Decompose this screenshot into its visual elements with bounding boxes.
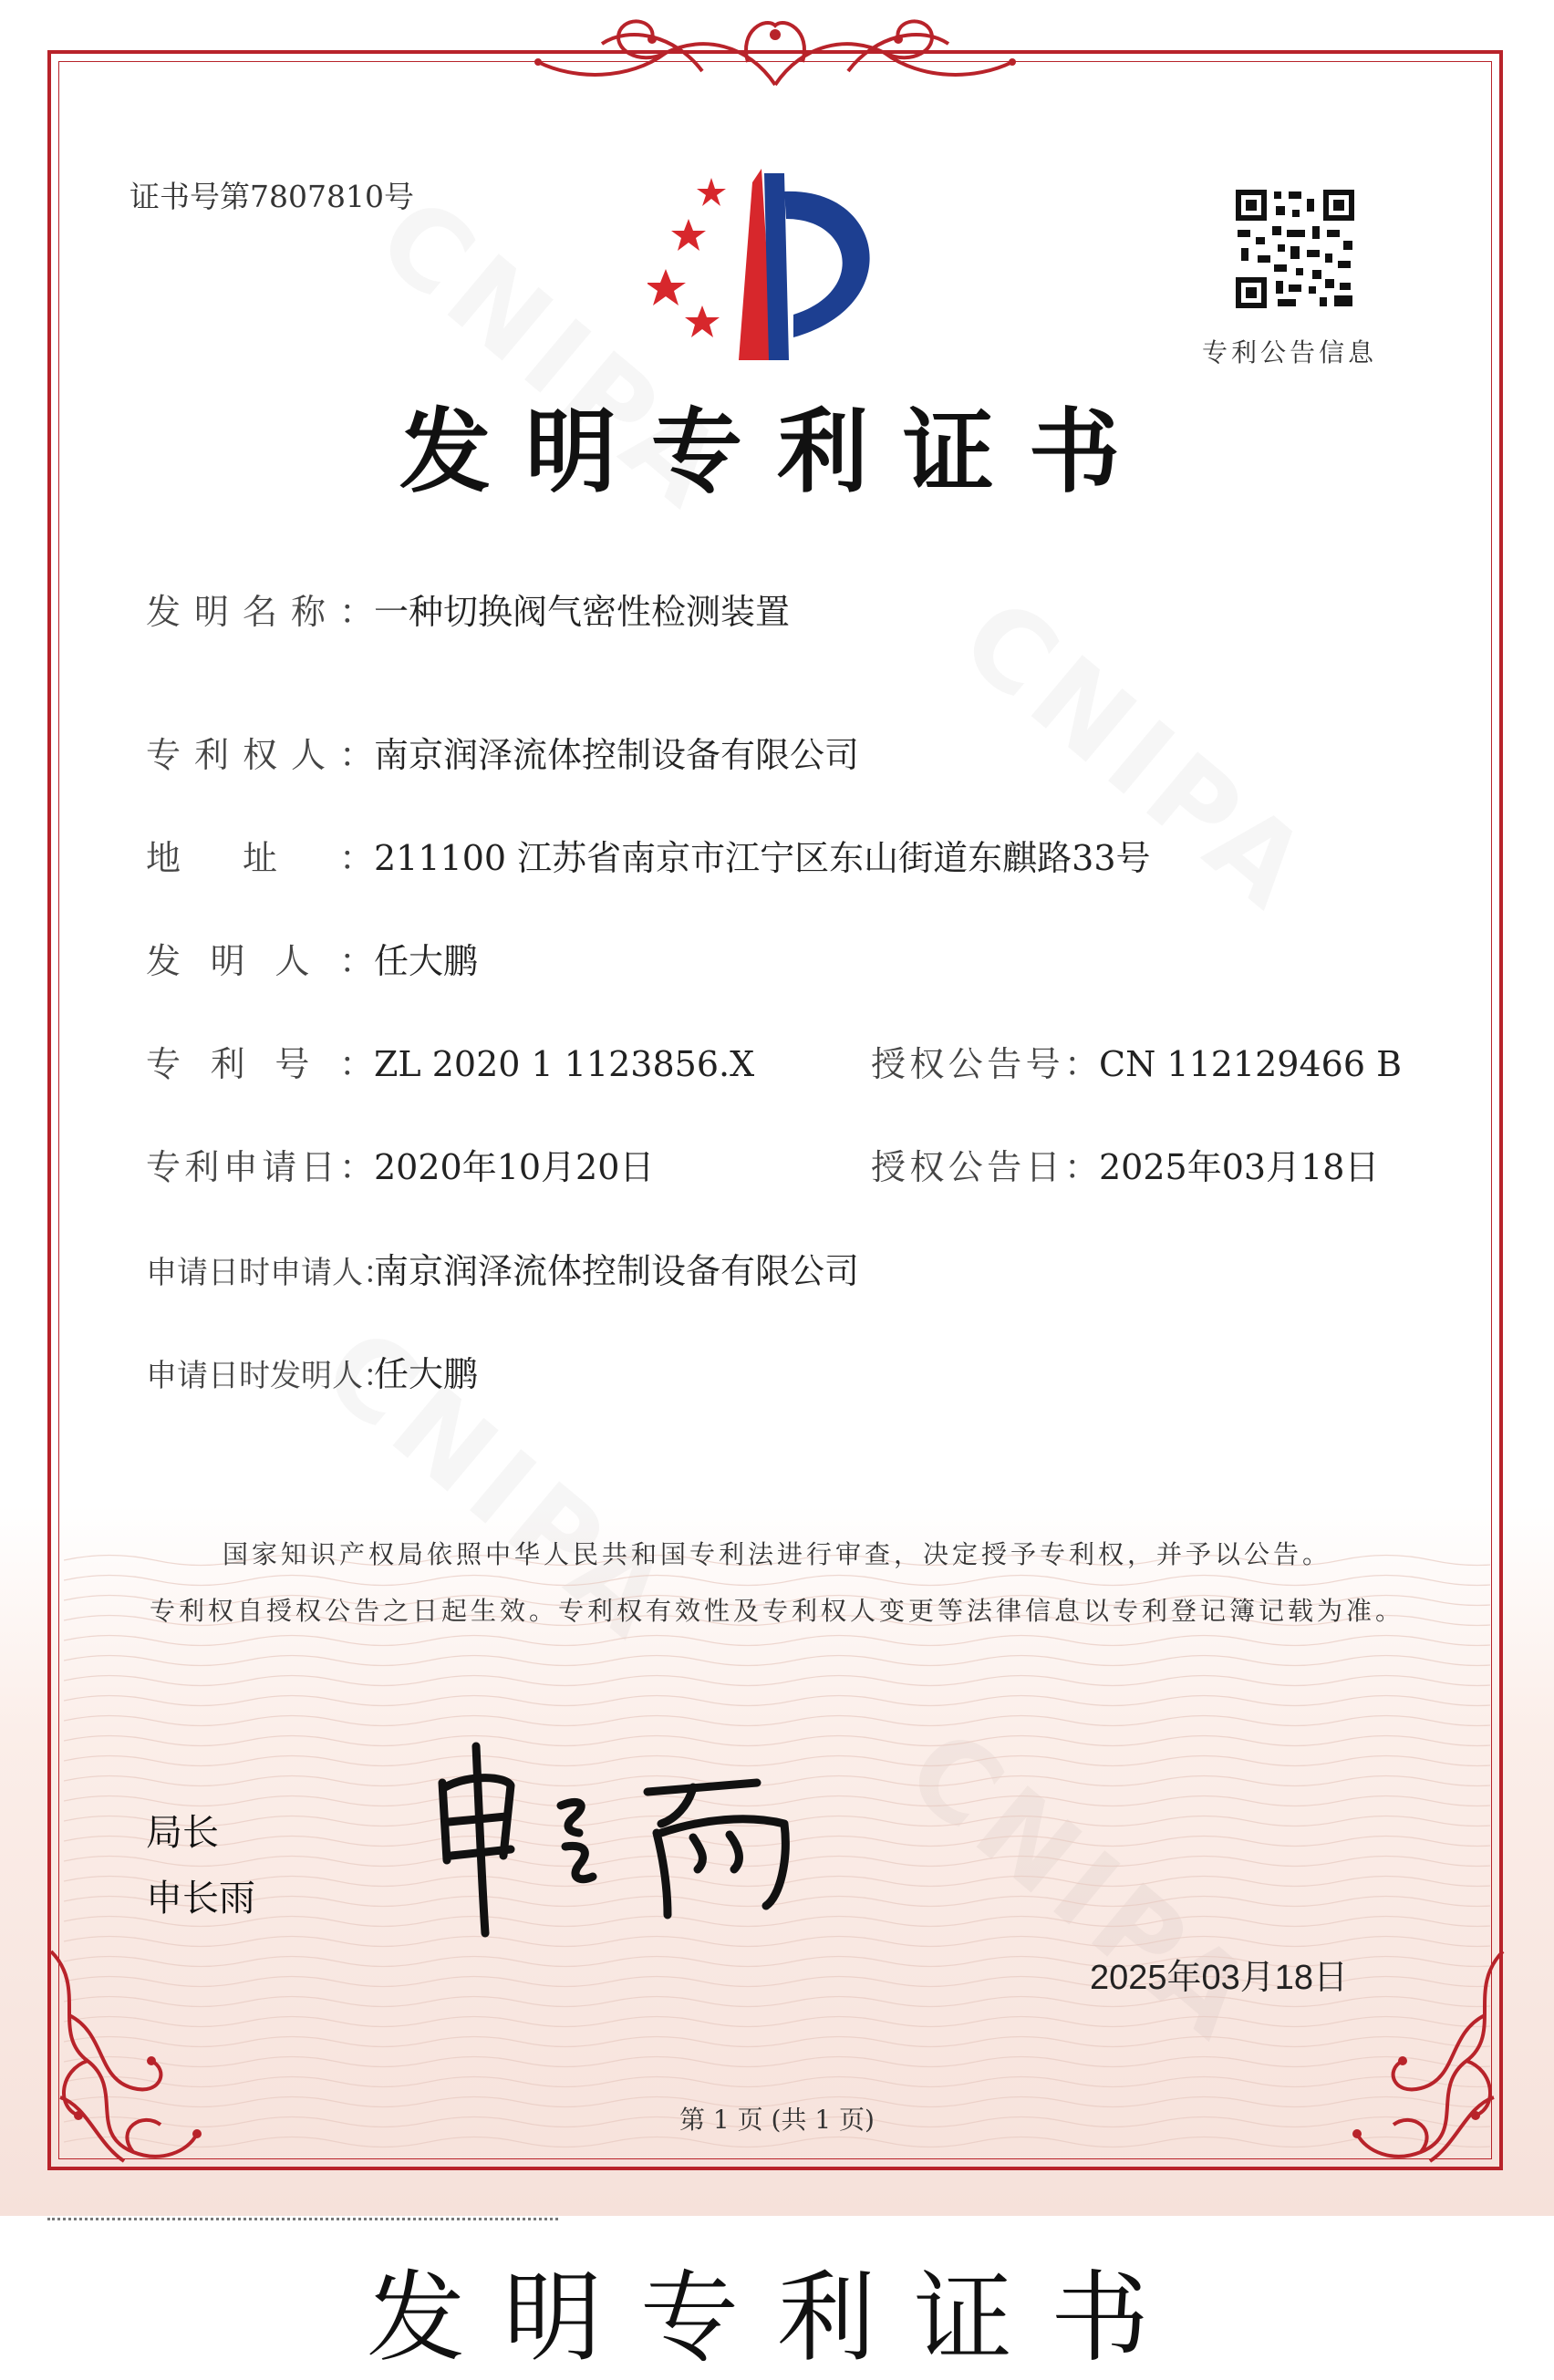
certificate-number: 证书号第7807810号 [130,179,414,214]
director-name: 申长雨 [146,1878,255,1920]
field-value: 南京润泽流体控制设备有限公司 [374,735,860,775]
notice-line-2: 专利权自授权公告之日起生效。专利权有效性及专利权人变更等法律信息以专利登记簿记载为准。 [149,1596,1404,1626]
field-label: 申请日时申请人： [146,1255,394,1291]
director-signature [429,1733,812,1942]
field-value: 2025年03月18日 [1099,1147,1380,1187]
field-inventor-at-filing [146,1346,478,1396]
field-value: 任大鹏 [374,1354,479,1394]
field-patentee [146,727,859,777]
qr-code[interactable] [1236,190,1354,308]
field-value: 任大鹏 [374,941,479,981]
cnipa-logo [648,169,912,374]
field-label: 地址： [146,838,374,878]
field-address [146,830,1151,880]
field-grant-publication-number [871,1036,1402,1086]
field-inventor [146,933,478,983]
corner-ornament-left [33,1933,215,2189]
field-label: 专利权人： [146,735,374,775]
qr-label: 专利公告信息 [1202,337,1378,367]
field-label: 发明名称： [146,592,374,632]
field-label: 授权公告号： [871,1044,1099,1084]
director-title: 局长 [146,1812,219,1854]
field-label: 专利号： [146,1044,374,1084]
field-value: 南京润泽流体控制设备有限公司 [374,1251,860,1291]
notice-line-1: 国家知识产权局依照中华人民共和国专利法进行审查，决定授予专利权，并予以公告。 [222,1539,1331,1569]
page-number: 第 1 页 (共 1 页) [679,2105,875,2135]
field-value: CN 112129466 B [1099,1044,1402,1084]
field-grant-publication-date [871,1139,1379,1189]
field-label: 发明人： [146,941,374,981]
top-ornament [520,7,1031,94]
field-applicant-at-filing [146,1243,859,1293]
caption-title: 发明专利证书 [366,2261,1187,2375]
certificate-title: 发明专利证书 [399,398,1155,505]
issue-date: 2025年03月18日 [1090,1959,1349,1997]
field-label: 专利申请日： [146,1147,374,1187]
field-invention-name [146,584,790,634]
field-value: ZL 2020 1 1123856.X [374,1044,755,1084]
corner-ornament-right [1339,1933,1521,2189]
field-value: 2020年10月20日 [374,1147,655,1187]
field-patent-number [146,1036,754,1086]
field-label: 申请日时发明人： [146,1358,394,1394]
separator-dotted-line [47,2218,558,2220]
field-value: 211100 江苏省南京市江宁区东山街道东麒路33号 [374,838,1151,878]
field-filing-date [146,1139,654,1189]
field-label: 授权公告日： [871,1147,1099,1187]
field-value: 一种切换阀气密性检测装置 [374,592,791,632]
